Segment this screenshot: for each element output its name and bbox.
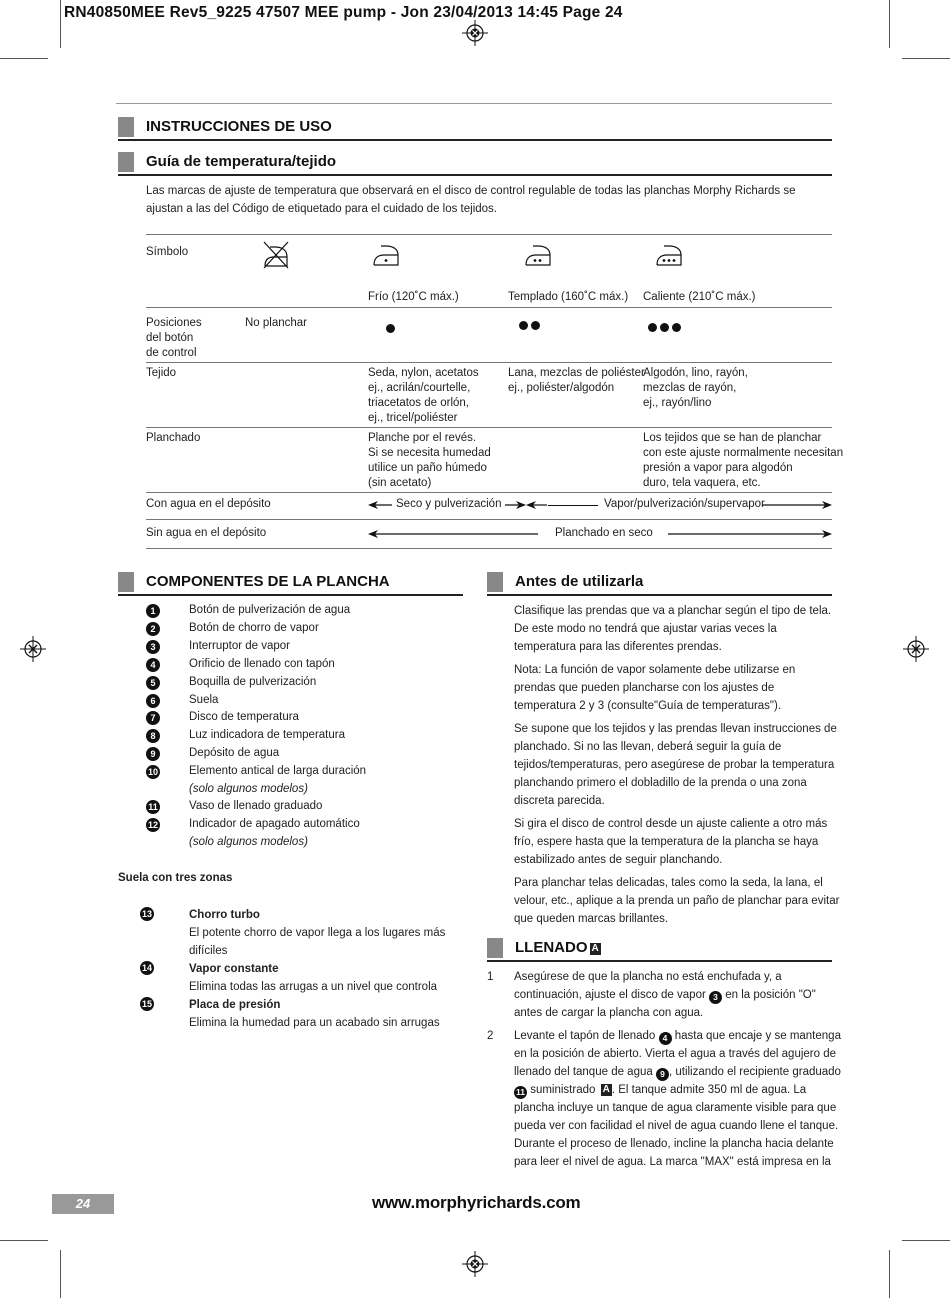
crop-mark [0,1240,48,1241]
section-heading-temperature: Guía de temperatura/tejido [118,152,832,176]
temp-hot: Caliente (210˚C máx.) [643,291,756,303]
table-rule [146,548,832,549]
filling-step-2: Levante el tapón de llenado 4 hasta que encaje y se mantenga en la posición de abierto. Vierta el agua a través del agujero de llenado del tanque de agua 9 , utilizando el recipiente graduado 11 suministrado A . El tanque admite 350 ml de agua. La plancha incluye un tanque de agua claramente visible para que pueda ver con facilidad el nivel de agua cuando llene el tanque. Durante el proceso de llenado, incline la plancha hacia delante para leer el nivel de agua. La marca "MAX" está impresa en la [514,1030,841,1168]
crop-mark [60,0,61,48]
registration-mark-icon [903,636,929,662]
filling-step-1-number: 1 [487,971,494,983]
before-use-paragraph: Clasifique las prendas que va a planchar según el tipo de tela. De este modo no tendrá que ajustar varias veces la temperatura para las diferentes prendas. [514,605,832,653]
component-label: Elemento antical de larga duración (solo algunos modelos) [189,765,367,795]
component-number-badge: 4 [146,658,160,672]
component-number-badge: 5 [146,676,160,690]
footer-website: www.morphyrichards.com [372,1193,581,1212]
before-use-paragraph: Nota: La función de vapor solamente debe utilizarse en prendas que pueden plancharse con los ajustes de temperatura 2 y 3 (consulte"Guía de temperaturas"). [514,664,796,712]
zone-description: Placa de presión Elimina la humedad para un acabado sin arrugas [189,999,440,1029]
component-ref: 9 [656,1068,669,1081]
crop-mark [889,1250,890,1298]
section-heading-before-use: Antes de utilizarla [487,572,832,596]
before-use-paragraph: Si gira el disco de control desde un ajuste caliente a otro más frío, espere hasta que la temperatura de la plancha se haya estabilizado antes de seguir planchando. [514,818,828,866]
iron-three-dots-icon [655,243,683,267]
with-water-dry-spray: Seco y pulverización [396,498,502,510]
table-rule [146,307,832,308]
top-rule [116,103,832,104]
zone-number-badge: 15 [141,999,152,1009]
dial-position-three [648,319,684,337]
no-iron-text: No planchar [245,317,308,329]
section-heading-filling: LLENADO A [487,938,832,962]
crop-mark [0,58,48,59]
component-label: Vaso de llenado graduado [189,800,323,812]
temp-cold: Frío (120˚C máx.) [368,291,459,303]
arrow-right-icon [762,500,832,510]
ironing-label: Planchado [146,432,201,444]
component-label: Disco de temperatura [189,711,299,723]
component-number-badge: 2 [146,622,160,636]
with-water-label: Con agua en el depósito [146,498,271,510]
temp-warm: Templado (160˚C máx.) [508,291,629,303]
table-rule [146,427,832,428]
zone-number-badge: 13 [141,909,152,919]
filling-step-1: Asegúrese de que la plancha no está enchufada y, a continuación, ajuste el disco de vapor 3 en la posición "O" antes de cargar la plancha con agua. [514,971,816,1019]
component-label: Depósito de agua [189,747,280,759]
component-number-badge: 1 [146,604,160,618]
iron-one-dot-icon [372,243,400,267]
arrow-line [548,505,598,506]
table-rule [146,234,832,235]
page-number: 24 [75,1196,91,1211]
crop-mark [902,1240,950,1241]
fabric-warm: Lana, mezclas de poliéster ej., poliéster/algodón [508,367,645,394]
crop-mark [889,0,890,48]
print-header: RN40850MEE Rev5_9225 47507 MEE pump - Jon 23/04/2013 14:45 Page 24 [64,4,623,21]
before-use-paragraph: Se supone que los tejidos y las prendas llevan instrucciones de planchado. Si no las llevan, deberá seguir la guía de tejidos/temperaturas, pero asegúrese de probar la temperatura planchando primero el dobladillo de la prenda o una zona discreta parecida. [514,723,837,807]
illustration-badge: A [602,1084,610,1095]
arrow-double-icon [505,500,547,510]
ironing-hot: Los tejidos que se han de planchar con este ajuste normalmente necesitan presión a vapor para algodón duro, tela vaquera, etc. [643,432,844,489]
with-water-steam: Vapor/pulverización/supervapor [604,498,765,510]
crop-mark [60,1250,61,1298]
registration-mark-icon [462,20,488,46]
table-rule [146,362,832,363]
component-number-badge: 11 [146,800,160,814]
no-water-dry-ironing: Planchado en seco [555,527,653,539]
illustration-badge: A [591,943,599,954]
no-iron-icon [262,240,290,270]
fabric-hot: Algodón, lino, rayón, mezclas de rayón, ej., rayón/lino [643,367,748,409]
component-ref: 4 [659,1032,672,1045]
zone-number-badge: 14 [141,963,152,973]
component-label: Boquilla de pulverización [189,676,317,688]
component-ref: 11 [516,1087,525,1097]
symbol-label: Símbolo [146,246,189,258]
component-number-badge: 12 [147,820,158,830]
arrow-right-icon [668,529,832,539]
no-water-label: Sin agua en el depósito [146,527,267,539]
arrow-left-icon [368,529,538,539]
component-number-badge: 8 [146,729,160,743]
component-label: Luz indicadora de temperatura [189,729,345,741]
section-heading-components: COMPONENTES DE LA PLANCHA [118,572,463,596]
component-number-badge: 7 [146,711,160,725]
zone-description: Vapor constante Elimina todas las arrugas a un nivel que controla [189,963,438,993]
ironing-cold: Planche por el revés. Si se necesita humedad utilice un paño húmedo (sin acetato) [368,432,491,489]
component-label: Suela [189,694,219,706]
component-label: Orificio de llenado con tapón [189,658,335,670]
component-number-badge: 3 [146,640,160,654]
registration-mark-icon [20,636,46,662]
intro-text: Las marcas de ajuste de temperatura que observará en el disco de control regulable de todas las planchas Morphy Richards se ajustan a las del Código de etiquetado para el cuidado de los tejidos. [146,185,796,215]
fabric-cold: Seda, nylon, acetatos ej., acrilán/courtelle, triacetatos de orlón, ej., tricel/poliéster [368,367,479,424]
table-rule [146,492,832,493]
dial-position-two [519,317,543,335]
component-ref: 3 [709,991,722,1004]
fabric-label: Tejido [146,367,177,379]
component-label: Botón de chorro de vapor [189,622,319,634]
component-number-badge: 6 [146,694,160,708]
component-number-badge: 9 [146,747,160,761]
filling-step-2-number: 2 [487,1030,494,1042]
before-use-paragraph: Para planchar telas delicadas, tales como la seda, la lana, el velour, etc., aplique a la prenda un paño de planchar para evitar que queden marcas brillantes. [514,877,840,925]
component-label: Indicador de apagado automático (solo algunos modelos) [189,818,360,848]
registration-mark-icon [462,1251,488,1277]
crop-mark [902,58,950,59]
component-label: Interruptor de vapor [189,640,291,652]
positions-label: Posiciones del botón de control [146,317,202,359]
dial-position-one [386,320,398,338]
component-label: Botón de pulverización de agua [189,604,351,616]
table-rule [146,519,832,520]
zone-description: Chorro turbo El potente chorro de vapor llega a los lugares más difíciles [189,909,446,957]
arrow-left-icon [368,500,392,510]
sole-zones-title: Suela con tres zonas [118,872,233,884]
iron-two-dots-icon [524,243,552,267]
section-heading-main: INSTRUCCIONES DE USO [118,117,832,141]
component-number-badge: 10 [147,767,158,777]
